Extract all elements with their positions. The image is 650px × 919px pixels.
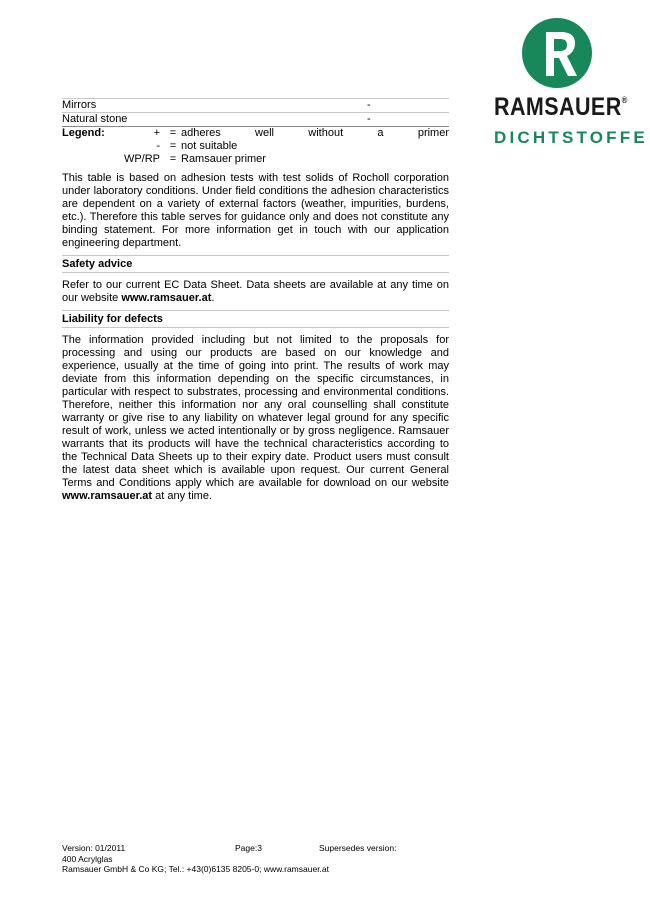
footer-version: Version: 01/2011 bbox=[62, 843, 126, 853]
legend-equals: = bbox=[169, 140, 177, 152]
legend-symbol: + bbox=[153, 127, 160, 139]
brand-subtitle: DICHTSTOFFE bbox=[494, 128, 648, 147]
legend bbox=[62, 127, 449, 166]
value-cell: - bbox=[367, 99, 371, 111]
legend-symbol: - bbox=[156, 140, 160, 152]
table-row bbox=[62, 112, 449, 127]
legend-description: adheres well without a primer bbox=[181, 127, 449, 139]
brand-name: RAMSAUER® bbox=[494, 93, 628, 121]
safety-paragraph: Refer to our current EC Data Sheet. Data sheets are available at any time on our website www.ramsauer.at. bbox=[62, 279, 449, 304]
table-row bbox=[62, 98, 449, 112]
ramsauer-r-logo-icon bbox=[522, 18, 592, 88]
website-link[interactable]: www.ramsauer.at bbox=[62, 490, 153, 502]
safety-heading: Safety advice bbox=[62, 255, 449, 273]
material-cell: Mirrors bbox=[62, 99, 97, 111]
footer-product: 400 Acrylglas bbox=[62, 853, 113, 864]
value-cell: - bbox=[367, 113, 371, 125]
liability-heading: Liability for defects bbox=[62, 310, 449, 328]
legend-label: Legend: bbox=[62, 127, 105, 139]
footer-supersedes: Supersedes version: bbox=[319, 843, 397, 853]
footer-page: Page:3 bbox=[235, 843, 262, 853]
intro-paragraph: This table is based on adhesion tests with test solids of Rocholl corporation under laboratory conditions. Under field conditions the adhesion characteristics are dependent on a variety of external factors (weather, impurities, burdens, etc.). Therefore this table serves for guidance only and does not constitute any binding statement. For more information get in touch with our application engineering department. bbox=[62, 172, 449, 249]
website-link[interactable]: www.ramsauer.at bbox=[121, 292, 212, 304]
legend-equals: = bbox=[169, 127, 177, 139]
material-cell: Natural stone bbox=[62, 113, 128, 125]
liability-paragraph: The information provided including but not limited to the proposals for processing and using our products are based on our knowledge and experience, usually at the time of going into print. The results of work may deviate from this information depending on the specific circumstances, in particular with respect to substrates, processing and environmental conditions. Therefore, neither this information nor any oral counselling shall constitute warranty or give rise to any liability on whatever legal ground for any specific result of work, unless we acted intentionally or by gross negligence. Ramsauer warrants that its products will have the technical characteristics according to the Technical Data Sheets up to their expiry date. Product users must consult the latest data sheet which is available upon request. Our current General Terms and Conditions apply which are available for download on our website www.ramsauer.at at any time. bbox=[62, 334, 449, 502]
legend-equals: = bbox=[169, 153, 177, 165]
legend-symbol: WP/RP bbox=[123, 153, 160, 165]
footer-company: Ramsauer GmbH & Co KG; Tel.: +43(0)6135 8205-0; www.ramsauer.at bbox=[62, 864, 330, 874]
document-content bbox=[62, 98, 449, 503]
page-footer bbox=[62, 843, 397, 875]
legend-description: not suitable bbox=[181, 140, 238, 152]
legend-description: Ramsauer primer bbox=[181, 153, 266, 165]
